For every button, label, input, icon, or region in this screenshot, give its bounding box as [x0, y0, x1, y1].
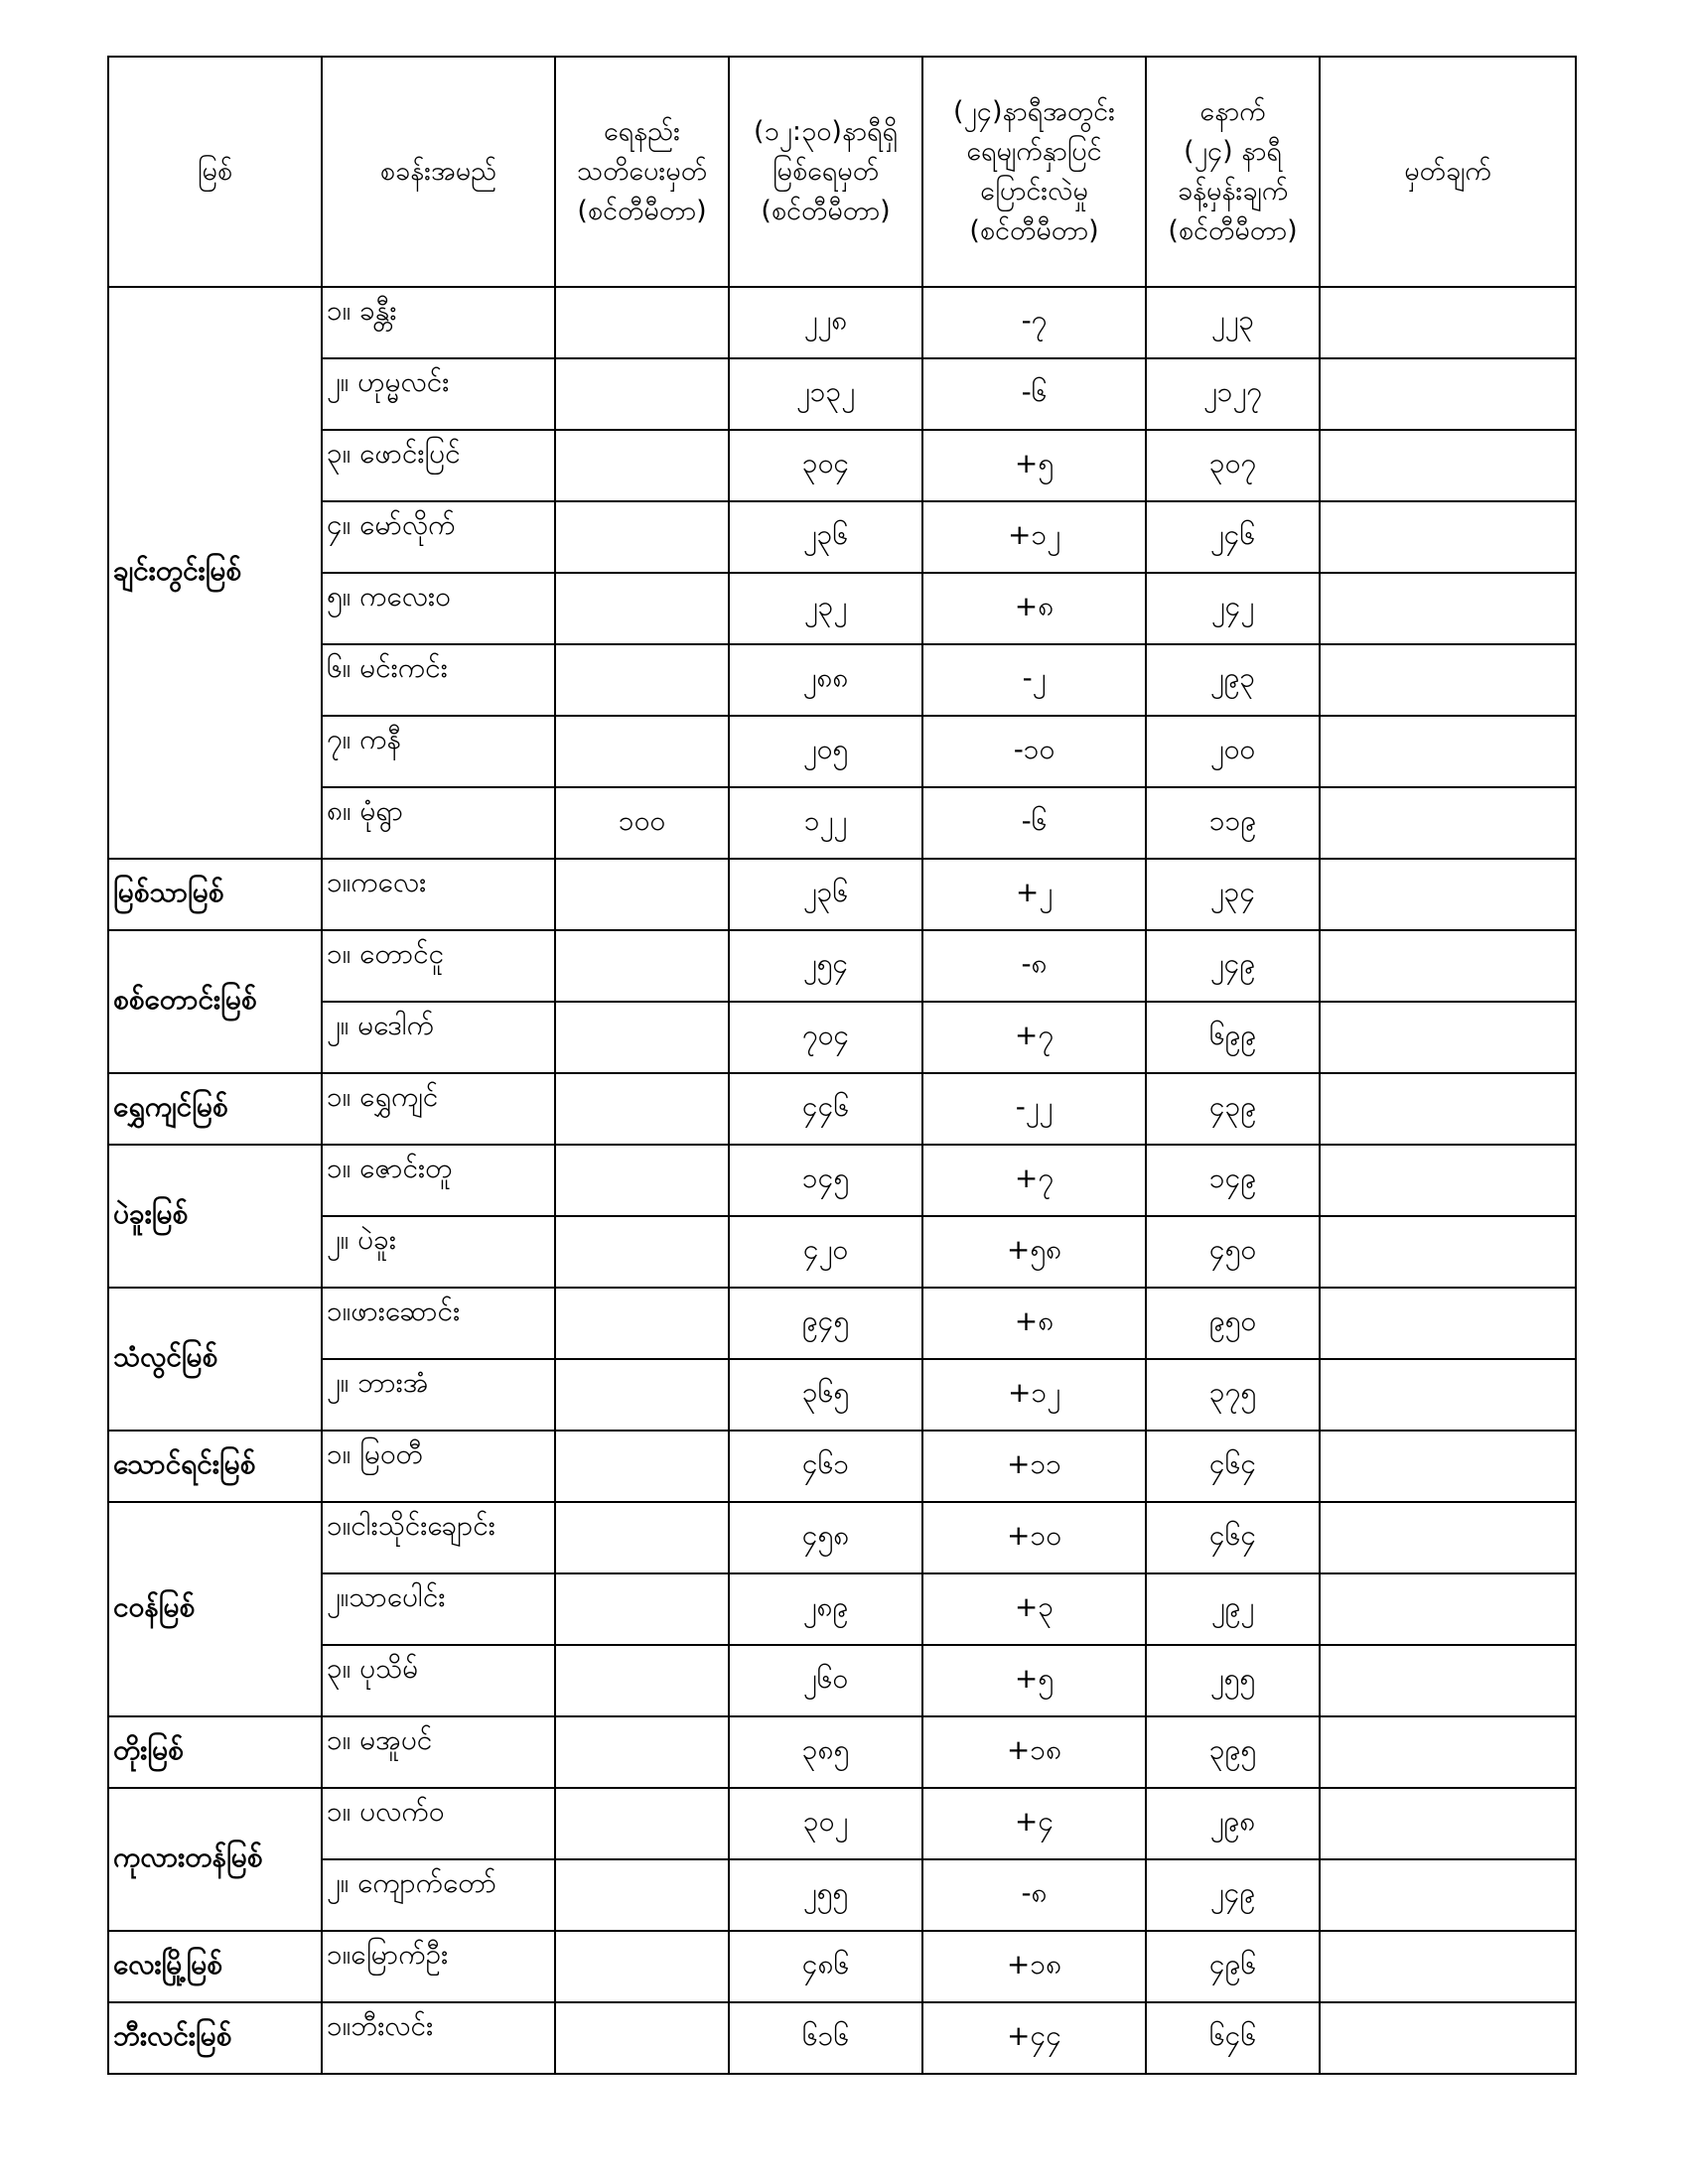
current-level: ၃၈၅: [729, 1716, 922, 1788]
header-river: [108, 57, 322, 287]
header-line: ခန့်မှန်းချက်: [1177, 176, 1289, 206]
warning-level: [555, 1359, 729, 1431]
header-line: မှတ်ချက်: [1404, 156, 1491, 187]
level-change: +၈: [922, 573, 1146, 644]
forecast-level: ၆၄၆: [1146, 2002, 1320, 2074]
station-name: ၂။ ပဲခူး: [322, 1216, 555, 1288]
level-change: +၁၂: [922, 501, 1146, 573]
current-level: ၃၆၅: [729, 1359, 922, 1431]
level-change: +၈: [922, 1288, 1146, 1359]
warning-level: [555, 501, 729, 573]
header-station: [322, 57, 555, 287]
station-name: ၈။ မုံရွာ: [322, 787, 555, 859]
forecast-level: ၂၃၄: [1146, 859, 1320, 930]
current-level: ၂၆၀: [729, 1645, 922, 1716]
table-row: [108, 1288, 1576, 1359]
station-name: ၁။ ခန္တီး: [322, 287, 555, 358]
current-level: ၂၃၆: [729, 501, 922, 573]
forecast-level: ၄၉၆: [1146, 1931, 1320, 2002]
warning-level: [555, 1788, 729, 1859]
level-change: -၆: [922, 358, 1146, 430]
forecast-level: ၁၁၉: [1146, 787, 1320, 859]
table-row: [108, 1716, 1576, 1788]
station-name: ၁။ တောင်ငူ: [322, 930, 555, 1002]
remark: [1320, 787, 1576, 859]
river-level-table: [107, 56, 1577, 2075]
forecast-level: ၂၅၅: [1146, 1645, 1320, 1716]
remark: [1320, 287, 1576, 358]
warning-level: [555, 430, 729, 501]
level-change: +၁၈: [922, 1716, 1146, 1788]
level-change: +၁၈: [922, 1931, 1146, 2002]
current-level: ၂၅၅: [729, 1859, 922, 1931]
current-level: ၁၄၅: [729, 1145, 922, 1216]
table-row: [108, 1431, 1576, 1502]
level-change: +၁၀: [922, 1502, 1146, 1573]
header-current-level: [729, 57, 922, 287]
table-row: [108, 1931, 1576, 2002]
table-row: [108, 859, 1576, 930]
warning-level: [555, 930, 729, 1002]
current-level: ၂၁၃၂: [729, 358, 922, 430]
station-name: ၁။ ဇောင်းတူ: [322, 1145, 555, 1216]
current-level: ၃၀၂: [729, 1788, 922, 1859]
remark: [1320, 859, 1576, 930]
station-name: ၃။ ဖောင်းပြင်: [322, 430, 555, 501]
level-change: +၇: [922, 1145, 1146, 1216]
warning-level: [555, 1288, 729, 1359]
remark: [1320, 716, 1576, 787]
remark: [1320, 430, 1576, 501]
forecast-level: ၆၉၉: [1146, 1002, 1320, 1073]
warning-level: [555, 358, 729, 430]
forecast-level: ၂၄၆: [1146, 501, 1320, 573]
remark: [1320, 1288, 1576, 1359]
remark: [1320, 1645, 1576, 1716]
level-change: +၃: [922, 1573, 1146, 1645]
header-line: မြစ်: [197, 156, 233, 187]
forecast-level: ၄၆၄: [1146, 1502, 1320, 1573]
station-name: ၁။ ရွှေကျင်: [322, 1073, 555, 1145]
current-level: ၃၀၄: [729, 430, 922, 501]
warning-level: [555, 287, 729, 358]
station-name: ၅။ ကလေးဝ: [322, 573, 555, 644]
table-row: [108, 1359, 1576, 1431]
level-change: +၅: [922, 1645, 1146, 1716]
table-row: [108, 1073, 1576, 1145]
current-level: ၄၈၆: [729, 1931, 922, 2002]
level-change: +၁၁: [922, 1431, 1146, 1502]
station-name: ၁။ ပလက်ဝ: [322, 1788, 555, 1859]
header-line: (စင်တီမီတာ): [761, 196, 891, 226]
level-change: -၇: [922, 287, 1146, 358]
level-change: -၈: [922, 1859, 1146, 1931]
level-change: +၂: [922, 859, 1146, 930]
warning-level: [555, 1502, 729, 1573]
remark: [1320, 1145, 1576, 1216]
river-name: ရွှေကျင်မြစ်: [108, 1073, 322, 1145]
header-row: [108, 57, 1576, 287]
warning-level: [555, 1431, 729, 1502]
header-line: (၁၂:၃၀)နာရီရှိ: [753, 116, 899, 147]
station-name: ၂။ ကျောက်တော်: [322, 1859, 555, 1931]
table-row: [108, 716, 1576, 787]
forecast-level: ၂၀၀: [1146, 716, 1320, 787]
remark: [1320, 1716, 1576, 1788]
current-level: ၄၄၆: [729, 1073, 922, 1145]
current-level: ၂၃၆: [729, 859, 922, 930]
header-line: နောက်: [1199, 96, 1266, 127]
remark: [1320, 573, 1576, 644]
header-change: [922, 57, 1146, 287]
table-row: [108, 1502, 1576, 1573]
remark: [1320, 2002, 1576, 2074]
station-name: ၄။ မော်လိုက်: [322, 501, 555, 573]
station-name: ၂။ မဒေါက်: [322, 1002, 555, 1073]
header-line: ပြောင်းလဲမှု: [980, 176, 1088, 206]
warning-level: ၁၀၀: [555, 787, 729, 859]
warning-level: [555, 2002, 729, 2074]
river-name: စစ်တောင်းမြစ်: [108, 930, 322, 1073]
table-row: [108, 644, 1576, 716]
remark: [1320, 1573, 1576, 1645]
remark: [1320, 1859, 1576, 1931]
warning-level: [555, 1216, 729, 1288]
table-row: [108, 287, 1576, 358]
header-line: စခန်းအမည်: [379, 156, 497, 187]
forecast-level: ၂၄၂: [1146, 573, 1320, 644]
forecast-level: ၂၄၉: [1146, 930, 1320, 1002]
forecast-level: ၉၅၀: [1146, 1288, 1320, 1359]
river-name: ချင်းတွင်းမြစ်: [108, 287, 322, 859]
station-name: ၁။ကလေး: [322, 859, 555, 930]
river-name: ငဝန်မြစ်: [108, 1502, 322, 1716]
river-name: တိုးမြစ်: [108, 1716, 322, 1788]
remark: [1320, 1002, 1576, 1073]
level-change: +၄၄: [922, 2002, 1146, 2074]
station-name: ၁။မြောက်ဦး: [322, 1931, 555, 2002]
remark: [1320, 1431, 1576, 1502]
header-line: သတိပေးမှတ်: [576, 156, 708, 187]
level-change: +၄: [922, 1788, 1146, 1859]
forecast-level: ၂၁၂၇: [1146, 358, 1320, 430]
table-row: [108, 1573, 1576, 1645]
forecast-level: ၄၆၄: [1146, 1431, 1320, 1502]
table-row: [108, 1145, 1576, 1216]
remark: [1320, 1788, 1576, 1859]
level-change: -၈: [922, 930, 1146, 1002]
header-line: (စင်တီမီတာ): [577, 196, 707, 226]
warning-level: [555, 1145, 729, 1216]
table-row: [108, 1002, 1576, 1073]
river-name: သောင်ရင်းမြစ်: [108, 1431, 322, 1502]
current-level: ၄၅၈: [729, 1502, 922, 1573]
current-level: ၂၂၈: [729, 287, 922, 358]
station-name: ၂။သာပေါင်း: [322, 1573, 555, 1645]
forecast-level: ၃၇၅: [1146, 1359, 1320, 1431]
remark: [1320, 1216, 1576, 1288]
header-line: ရေနည်း: [603, 116, 681, 147]
remark: [1320, 1073, 1576, 1145]
remark: [1320, 1931, 1576, 2002]
river-name: သံလွင်မြစ်: [108, 1288, 322, 1431]
table-body: [108, 287, 1576, 2074]
table-row: [108, 930, 1576, 1002]
current-level: ၂၈၈: [729, 644, 922, 716]
station-name: ၆။ မင်းကင်း: [322, 644, 555, 716]
forecast-level: ၄၃၉: [1146, 1073, 1320, 1145]
current-level: ၄၂၀: [729, 1216, 922, 1288]
warning-level: [555, 716, 729, 787]
level-change: +၅၈: [922, 1216, 1146, 1288]
warning-level: [555, 1859, 729, 1931]
level-change: +၅: [922, 430, 1146, 501]
remark: [1320, 358, 1576, 430]
remark: [1320, 501, 1576, 573]
level-change: -၁၀: [922, 716, 1146, 787]
header-line: (၂၄) နာရီ: [1184, 136, 1282, 167]
forecast-level: ၁၄၉: [1146, 1145, 1320, 1216]
table-row: [108, 1859, 1576, 1931]
warning-level: [555, 573, 729, 644]
table-row: [108, 1645, 1576, 1716]
station-name: ၁။ဖားဆောင်း: [322, 1288, 555, 1359]
level-change: -၂: [922, 644, 1146, 716]
table-row: [108, 358, 1576, 430]
header-line: မြစ်ရေမှတ်: [772, 156, 880, 187]
table-row: [108, 501, 1576, 573]
river-name: ဘီးလင်းမြစ်: [108, 2002, 322, 2074]
current-level: ၉၄၅: [729, 1288, 922, 1359]
header-line: (စင်တီမီတာ): [969, 215, 1099, 246]
header-line: (စင်တီမီတာ): [1168, 215, 1298, 246]
river-name: လေးမြို့မြစ်: [108, 1931, 322, 2002]
forecast-level: ၂၉၂: [1146, 1573, 1320, 1645]
current-level: ၂၀၅: [729, 716, 922, 787]
current-level: ၆၁၆: [729, 2002, 922, 2074]
current-level: ၂၈၉: [729, 1573, 922, 1645]
remark: [1320, 644, 1576, 716]
warning-level: [555, 1645, 729, 1716]
table-row: [108, 430, 1576, 501]
table-row: [108, 1788, 1576, 1859]
header-line: ရေမျက်နှာပြင်: [966, 136, 1102, 167]
warning-level: [555, 1573, 729, 1645]
header-warning-level: [555, 57, 729, 287]
warning-level: [555, 859, 729, 930]
remark: [1320, 1502, 1576, 1573]
station-name: ၁။ငါးသိုင်းချောင်း: [322, 1502, 555, 1573]
station-name: ၂။ ဘားအံ: [322, 1359, 555, 1431]
warning-level: [555, 1002, 729, 1073]
level-change: -၆: [922, 787, 1146, 859]
level-change: -၂၂: [922, 1073, 1146, 1145]
table-row: [108, 573, 1576, 644]
current-level: ၂၅၄: [729, 930, 922, 1002]
forecast-level: ၂၄၉: [1146, 1859, 1320, 1931]
station-name: ၂။ ဟုမ္မလင်း: [322, 358, 555, 430]
forecast-level: ၂၉၃: [1146, 644, 1320, 716]
forecast-level: ၂၉၈: [1146, 1788, 1320, 1859]
forecast-level: ၃၉၅: [1146, 1716, 1320, 1788]
station-name: ၁။ မအူပင်: [322, 1716, 555, 1788]
river-name: ပဲခူးမြစ်: [108, 1145, 322, 1288]
current-level: ၄၆၁: [729, 1431, 922, 1502]
level-change: +၁၂: [922, 1359, 1146, 1431]
river-name: ကုလားတန်မြစ်: [108, 1788, 322, 1931]
station-name: ၁။ဘီးလင်း: [322, 2002, 555, 2074]
current-level: ၇၀၄: [729, 1002, 922, 1073]
station-name: ၇။ ကနီ: [322, 716, 555, 787]
table-row: [108, 787, 1576, 859]
forecast-level: ၃၀၇: [1146, 430, 1320, 501]
forecast-level: ၄၅၀: [1146, 1216, 1320, 1288]
header-forecast: [1146, 57, 1320, 287]
warning-level: [555, 1073, 729, 1145]
current-level: ၁၂၂: [729, 787, 922, 859]
warning-level: [555, 1716, 729, 1788]
station-name: ၃။ ပုသိမ်: [322, 1645, 555, 1716]
forecast-level: ၂၂၃: [1146, 287, 1320, 358]
remark: [1320, 930, 1576, 1002]
table-row: [108, 1216, 1576, 1288]
level-change: +၇: [922, 1002, 1146, 1073]
current-level: ၂၃၂: [729, 573, 922, 644]
river-name: မြစ်သာမြစ်: [108, 859, 322, 930]
remark: [1320, 1359, 1576, 1431]
table-row: [108, 2002, 1576, 2074]
header-line: (၂၄)နာရီအတွင်း: [952, 96, 1115, 127]
warning-level: [555, 1931, 729, 2002]
station-name: ၁။ မြဝတီ: [322, 1431, 555, 1502]
header-remarks: [1320, 57, 1576, 287]
warning-level: [555, 644, 729, 716]
